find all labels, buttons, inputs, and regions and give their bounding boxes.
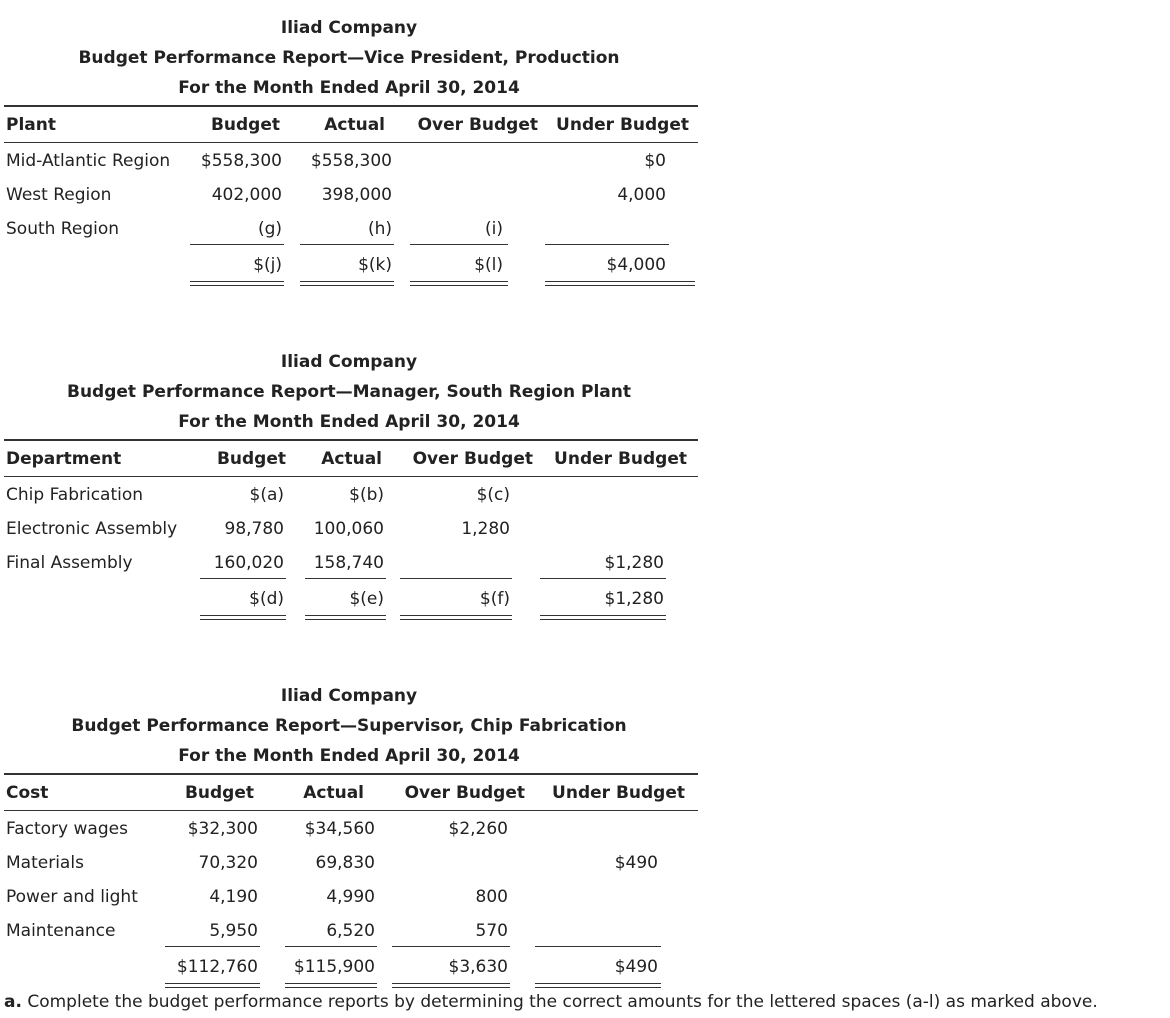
row-label: Electronic Assembly: [6, 519, 178, 539]
row-budget: $558,300: [200, 151, 282, 171]
row-label: Mid-Atlantic Region: [6, 151, 171, 171]
row-label: Maintenance: [6, 921, 116, 941]
total-double-rule: [285, 983, 377, 988]
subtotal-rule: [190, 244, 284, 245]
row-label: West Region: [6, 185, 112, 205]
total-actual: $(k): [358, 255, 392, 275]
report-title: Budget Performance Report—Supervisor, Chip Fabrication: [71, 716, 627, 736]
column-header-actual: Actual: [324, 115, 385, 135]
row-label: Power and light: [6, 887, 138, 907]
column-header-department: Department: [6, 449, 122, 469]
row-over-budget: 800: [475, 887, 508, 907]
column-header-budget: Budget: [210, 115, 280, 135]
report-period: For the Month Ended April 30, 2014: [178, 78, 520, 98]
header-bottom-rule: [4, 476, 698, 477]
subtotal-rule: [392, 946, 510, 947]
row-over-budget: 1,280: [461, 519, 510, 539]
total-double-rule: [300, 281, 394, 286]
row-under-budget: $0: [644, 151, 666, 171]
total-under-budget: $490: [614, 957, 658, 977]
total-double-rule: [305, 615, 386, 620]
report-title: Budget Performance Report—Manager, South Region Plant: [67, 382, 631, 402]
report-company: Iliad Company: [280, 352, 418, 372]
total-over-budget: $3,630: [448, 957, 508, 977]
total-double-rule: [540, 615, 666, 620]
subtotal-rule: [545, 244, 669, 245]
subtotal-rule: [165, 946, 260, 947]
row-actual: 158,740: [313, 553, 384, 573]
column-header-actual: Actual: [303, 783, 364, 803]
total-under-budget: $4,000: [606, 255, 666, 275]
row-label: Factory wages: [6, 819, 128, 839]
row-under-budget: $1,280: [604, 553, 664, 573]
instruction-text: [4, 992, 1098, 1012]
row-actual: 69,830: [315, 853, 375, 873]
row-actual: $558,300: [310, 151, 392, 171]
total-under-budget: $1,280: [604, 589, 664, 609]
total-budget: $112,760: [176, 957, 258, 977]
total-over-budget: $(f): [479, 589, 510, 609]
subtotal-rule: [535, 946, 661, 947]
column-header-under-budget: Under Budget: [554, 449, 687, 469]
total-double-rule: [545, 281, 695, 286]
header-top-rule: [4, 105, 698, 107]
row-budget: $(a): [249, 485, 284, 505]
column-header-plant: Plant: [6, 115, 56, 135]
total-double-rule: [410, 281, 508, 286]
total-double-rule: [535, 983, 661, 988]
row-label: South Region: [6, 219, 120, 239]
total-double-rule: [165, 983, 260, 988]
column-header-actual: Actual: [321, 449, 382, 469]
row-budget: 70,320: [198, 853, 258, 873]
row-label: Materials: [6, 853, 84, 873]
row-under-budget: 4,000: [617, 185, 666, 205]
row-budget: 160,020: [213, 553, 284, 573]
row-actual: 6,520: [326, 921, 375, 941]
row-actual: $(b): [349, 485, 384, 505]
total-double-rule: [400, 615, 512, 620]
report-period: For the Month Ended April 30, 2014: [178, 746, 520, 766]
total-budget: $(d): [249, 589, 284, 609]
header-bottom-rule: [4, 810, 698, 811]
header-top-rule: [4, 439, 698, 441]
instruction-body: Complete the budget performance reports by determining the correct amounts for the lettered spaces (a-l) as marked above.: [27, 992, 1098, 1012]
row-actual: (h): [367, 219, 392, 239]
total-double-rule: [392, 983, 510, 988]
column-header-budget: Budget: [184, 783, 254, 803]
total-double-rule: [200, 615, 286, 620]
subtotal-rule: [300, 244, 394, 245]
column-header-over-budget: Over Budget: [404, 783, 525, 803]
row-actual: 4,990: [326, 887, 375, 907]
column-header-budget: Budget: [216, 449, 286, 469]
report-title: Budget Performance Report—Vice President, Production: [78, 48, 620, 68]
row-budget: 5,950: [209, 921, 258, 941]
subtotal-rule: [305, 578, 386, 579]
subtotal-rule: [285, 946, 377, 947]
row-budget: 4,190: [209, 887, 258, 907]
column-header-cost: Cost: [6, 783, 49, 803]
column-header-under-budget: Under Budget: [552, 783, 685, 803]
row-budget: $32,300: [187, 819, 258, 839]
subtotal-rule: [200, 578, 286, 579]
header-bottom-rule: [4, 142, 698, 143]
total-actual: $(e): [349, 589, 384, 609]
row-over-budget: (i): [485, 219, 503, 239]
subtotal-rule: [400, 578, 512, 579]
row-budget: (g): [257, 219, 282, 239]
row-over-budget: $2,260: [448, 819, 508, 839]
total-budget: $(j): [253, 255, 282, 275]
report-period: For the Month Ended April 30, 2014: [178, 412, 520, 432]
row-actual: $34,560: [304, 819, 375, 839]
column-header-under-budget: Under Budget: [556, 115, 689, 135]
row-under-budget: $490: [614, 853, 658, 873]
row-label: Final Assembly: [6, 553, 133, 573]
row-label: Chip Fabrication: [6, 485, 144, 505]
report-company: Iliad Company: [280, 18, 418, 38]
column-header-over-budget: Over Budget: [412, 449, 533, 469]
instruction-label: a.: [4, 992, 22, 1012]
column-header-over-budget: Over Budget: [417, 115, 538, 135]
subtotal-rule: [540, 578, 666, 579]
report-company: Iliad Company: [280, 686, 418, 706]
row-budget: 402,000: [211, 185, 282, 205]
row-over-budget: 570: [475, 921, 508, 941]
row-budget: 98,780: [224, 519, 284, 539]
total-over-budget: $(l): [474, 255, 503, 275]
total-actual: $115,900: [293, 957, 375, 977]
row-over-budget: $(c): [476, 485, 510, 505]
row-actual: 100,060: [313, 519, 384, 539]
total-double-rule: [190, 281, 284, 286]
header-top-rule: [4, 773, 698, 775]
row-actual: 398,000: [321, 185, 392, 205]
subtotal-rule: [410, 244, 508, 245]
